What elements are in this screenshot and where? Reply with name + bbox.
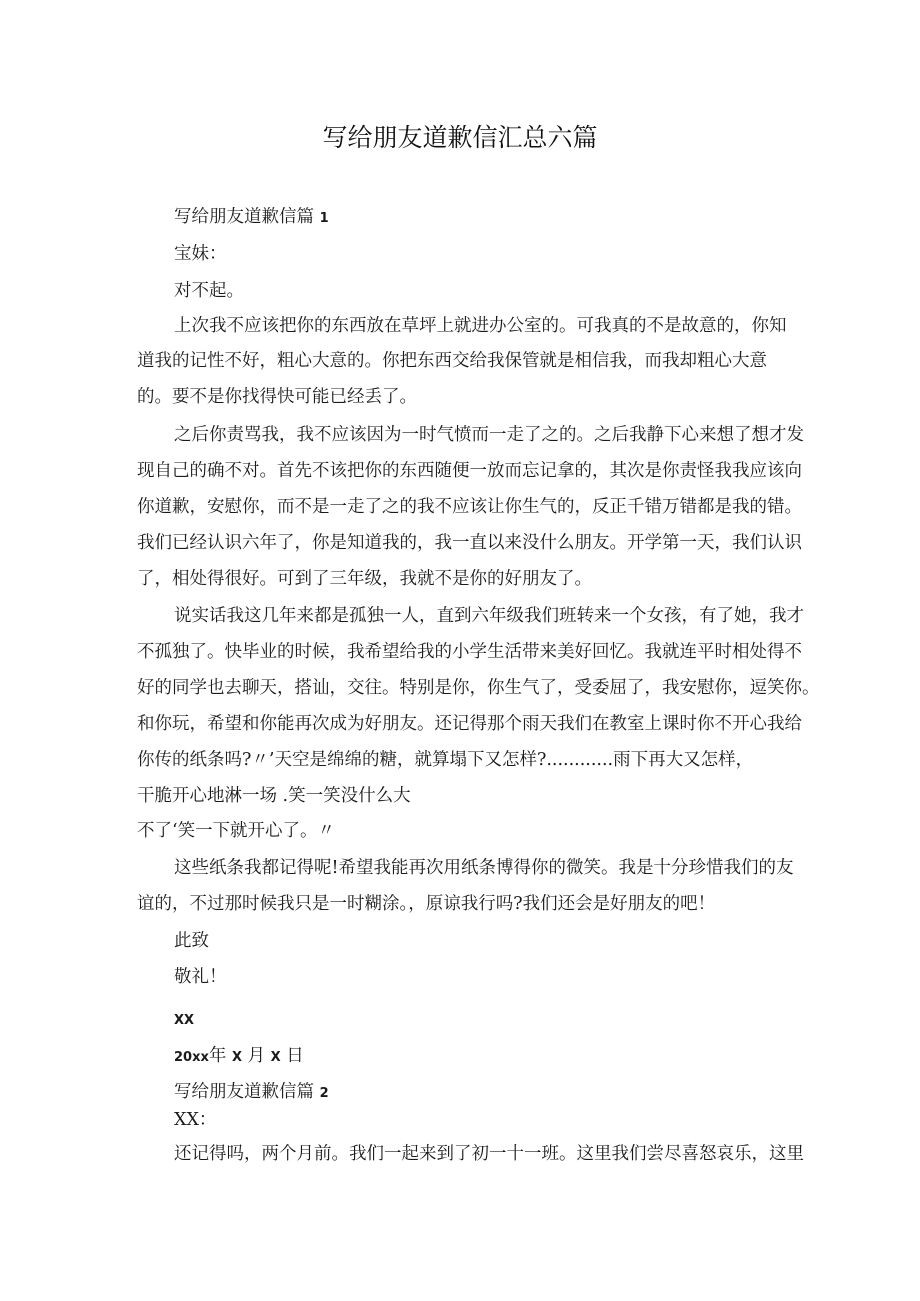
paragraph-line: 我们已经认识六年了，你是知道我的，我一直以来没什么朋友。开学第一天，我们认识 bbox=[137, 533, 802, 553]
letter-heading-text: 写给朋友道歉信篇 bbox=[174, 1082, 314, 1102]
salutation: 宝妹： bbox=[174, 244, 227, 264]
paragraph-line: 这些纸条我都记得呢!希望我能再次用纸条博得你的微笑。我是十分珍惜我们的友 bbox=[174, 858, 794, 878]
paragraph-line: 你道歉，安慰你，而不是一走了之的我不应该让你生气的，反正千错万错都是我的错。 bbox=[137, 497, 802, 517]
paragraph-line: 说实话我这几年来都是孤独一人，直到六年级我们班转来一个女孩，有了她，我才 bbox=[174, 606, 804, 626]
paragraph-line: 对不起。 bbox=[174, 281, 244, 301]
date-month: X bbox=[231, 1050, 242, 1065]
paragraph-line: 上次我不应该把你的东西放在草坪上就进办公室的。可我真的不是故意的，你知 bbox=[174, 316, 787, 336]
letter-heading bbox=[174, 206, 329, 230]
paragraph-line: 还记得吗，两个月前。我们一起来到了初一十一班。这里我们尝尽喜怒哀乐，这里 bbox=[174, 1144, 804, 1164]
paragraph-line: 好的同学也去聊天，搭讪，交往。特别是你，你生气了，受委屈了，我安慰你，逗笑你。 bbox=[137, 678, 820, 698]
paragraph-line: 和你玩，希望和你能再次成为好朋友。还记得那个雨天我们在教室上课时你不开心我给 bbox=[137, 714, 802, 734]
closing-line: 敬礼！ bbox=[174, 967, 227, 987]
date-year: 20xx bbox=[174, 1050, 209, 1065]
closing-line: 此致 bbox=[174, 931, 209, 951]
signature: XX bbox=[174, 1013, 195, 1028]
date-yue: 月 bbox=[247, 1046, 266, 1066]
salutation: XX： bbox=[174, 1110, 217, 1130]
paragraph-line: 不孤独了。快毕业的时候，我希望给我的小学生活带来美好回忆。我就连平时相处得不 bbox=[137, 642, 802, 662]
date-nian: 年 bbox=[208, 1046, 227, 1066]
letter-heading-number: 1 bbox=[319, 211, 329, 226]
letter-heading bbox=[174, 1081, 329, 1105]
paragraph-line: 不了‘笑一下就开心了。〃 bbox=[137, 821, 336, 841]
letter-heading-number: 2 bbox=[319, 1086, 329, 1101]
letter-heading-text: 写给朋友道歉信篇 bbox=[174, 207, 314, 227]
paragraph-line: 谊的，不过那时候我只是一时糊涂。，原谅我行吗?我们还会是好朋友的吧！ bbox=[137, 894, 716, 914]
document-title: 写给朋友道歉信汇总六篇 bbox=[322, 123, 598, 152]
paragraph-line: 之后你责骂我，我不应该因为一时气愤而一走了之的。之后我静下心来想了想才发 bbox=[174, 425, 804, 445]
date-ri: 日 bbox=[286, 1046, 304, 1066]
paragraph-line: 了，相处得很好。可到了三年级，我就不是你的好朋友了。 bbox=[137, 569, 592, 589]
letter-date bbox=[174, 1045, 304, 1069]
paragraph-line: 现自己的确不对。首先不该把你的东西随便一放而忘记拿的，其次是你责怪我我应该向 bbox=[137, 461, 802, 481]
date-day: X bbox=[270, 1050, 281, 1065]
paragraph-line: 你传的纸条吗?〃’天空是绵绵的糖，就算塌下又怎样?............雨下再大又怎样， bbox=[137, 750, 754, 770]
paragraph-line: 的。要不是你找得快可能已经丢了。 bbox=[137, 387, 417, 407]
paragraph-line: 道我的记性不好，粗心大意的。你把东西交给我保管就是相信我，而我却粗心大意 bbox=[137, 351, 767, 371]
paragraph-line: 干脆开心地淋一场 .笑一笑没什么大 bbox=[137, 786, 411, 806]
